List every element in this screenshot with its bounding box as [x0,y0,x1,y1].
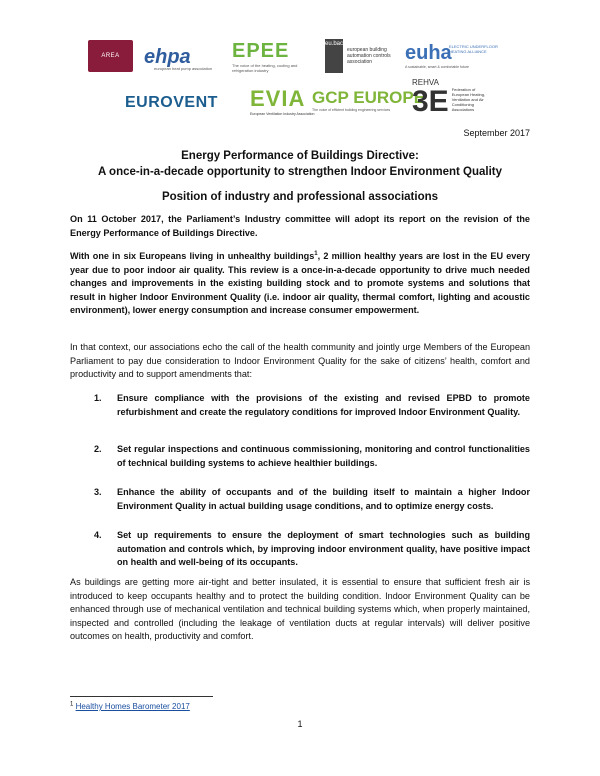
evia-logo-text: EVIA [250,86,306,111]
evia-tagline: European Ventilation Industry Association [250,112,315,116]
epee-logo [232,40,310,74]
euha-logo-text: euha [405,42,452,64]
closing-paragraph: As buildings are getting more air-tight and better insulated, it is essential to ensure that sufficient fresh air is introduced to keep occupants healthy and to protect the building condition. Indoor Environment Quality can be enhanced through use of mechanical ventilation and technical building systems which, when properly maintained, inspected and controlled (including the leakage of ventilation ducts at regular intervals) will deliver positive outcomes on health, productivity and comfort. [70,577,530,642]
rehva-logo [412,78,494,124]
euha-tagline: A sustainable, smart & comfortable future [405,65,470,69]
rehva-logo-text: REHVA [412,78,439,87]
rehva-tagline: Federation of European Heating, Ventilation and Air Conditioning Associations [451,87,486,112]
key-paragraph-text-a: With one in six Europeans living in unhealthy buildings [70,251,315,261]
key-paragraph-text-b: , 2 million healthy years are lost in the EU every year due to poor indoor air quality. This review is a once-in-a-decade opportunity to drive much needed changes and improvements in the existing building stock and to promote systems and solutions that result in higher Indoor Environment Quality (i.e. indoor air quality, thermal comfort, lighting and acoustic environment), lower energy consumption and increase consumer empowerment. [70,251,531,316]
list-item-number: 1. [94,393,102,403]
evia-logo [250,86,314,120]
intro-paragraph: On 11 October 2017, the Parliament’s Industry committee will adopt its report on the revision of the Energy Performance of Buildings Directive. [70,214,530,238]
ehpa-logo-text: ehpa [144,45,191,68]
ehpa-logo [144,42,213,72]
epee-tagline: The voice of the heating, cooling and refrigeration industry [232,63,298,73]
rehva-mark: 3E [412,85,449,118]
context-paragraph: In that context, our associations echo the call of the health community and jointly urge Members of the European Parliament to pay due consideration to Indoor Environment Quality for the sake of citizens’ health, comfort and productivity and to support amendments that: [70,342,530,380]
document-date: September 2017 [463,128,530,138]
gcp-logo-text: GCP EUROPE [312,88,426,107]
footnote [70,702,190,711]
list-item [94,392,530,419]
document-subtitle: Position of industry and professional associations [161,191,439,203]
eubac-logo-text: eu.bac [325,39,343,73]
eurovent-logo-text: EUROVENT [125,94,218,111]
area-logo-text: AREA [101,53,120,59]
euha-full-name: ELECTRIC UNDERFLOOR HEATING ALLIANCE [449,44,498,54]
document-title-line1: Energy Performance of Buildings Directive: [181,150,419,162]
list-item [94,529,530,570]
list-item-number: 2. [94,444,102,454]
eurovent-logo [125,92,218,114]
list-item-text: Enhance the ability of occupants and of the building itself to maintain a higher Indoor Environment Quality in actual building usage conditions, and to optimize energy costs. [117,487,530,511]
footnote-link[interactable]: Healthy Homes Barometer 2017 [75,702,190,711]
eubac-logo [325,38,395,74]
eubac-tagline: european building automation controls association [347,47,391,65]
logo-banner [70,38,540,128]
footnote-number: 1 [70,701,74,708]
list-item [94,443,530,470]
list-item-number: 4. [94,530,102,540]
area-logo [88,40,133,72]
gcp-europe-logo [312,88,425,118]
key-paragraph [70,250,530,318]
list-item-text: Set regular inspections and continuous commissioning, monitoring and control functionalities of technical building systems to achieve healthier buildings. [117,444,530,468]
ehpa-tagline: european heat pump association [154,66,213,71]
page-number: 1 [297,719,303,729]
list-item-text: Set up requirements to ensure the deployment of smart technologies such as building automation and controls which, by improving indoor environment quality, have positive impact on health and well-being of its occupants. [117,530,530,568]
footnote-ref: 1 [314,250,318,257]
gcp-tagline: The voice of efficient building engineering services [312,108,391,112]
euha-logo [405,42,498,72]
list-item [94,486,530,513]
list-item-text: Ensure compliance with the provisions of the existing and revised EPBD to promote refurbishment and create the regulatory conditions for improved Indoor Environment Quality. [117,393,530,417]
document-title-line2: A once-in-a-decade opportunity to strengthen Indoor Environment Quality [97,166,502,178]
footnote-divider [70,696,213,697]
list-item-number: 3. [94,487,102,497]
epee-logo-text: EPEE [232,40,290,62]
